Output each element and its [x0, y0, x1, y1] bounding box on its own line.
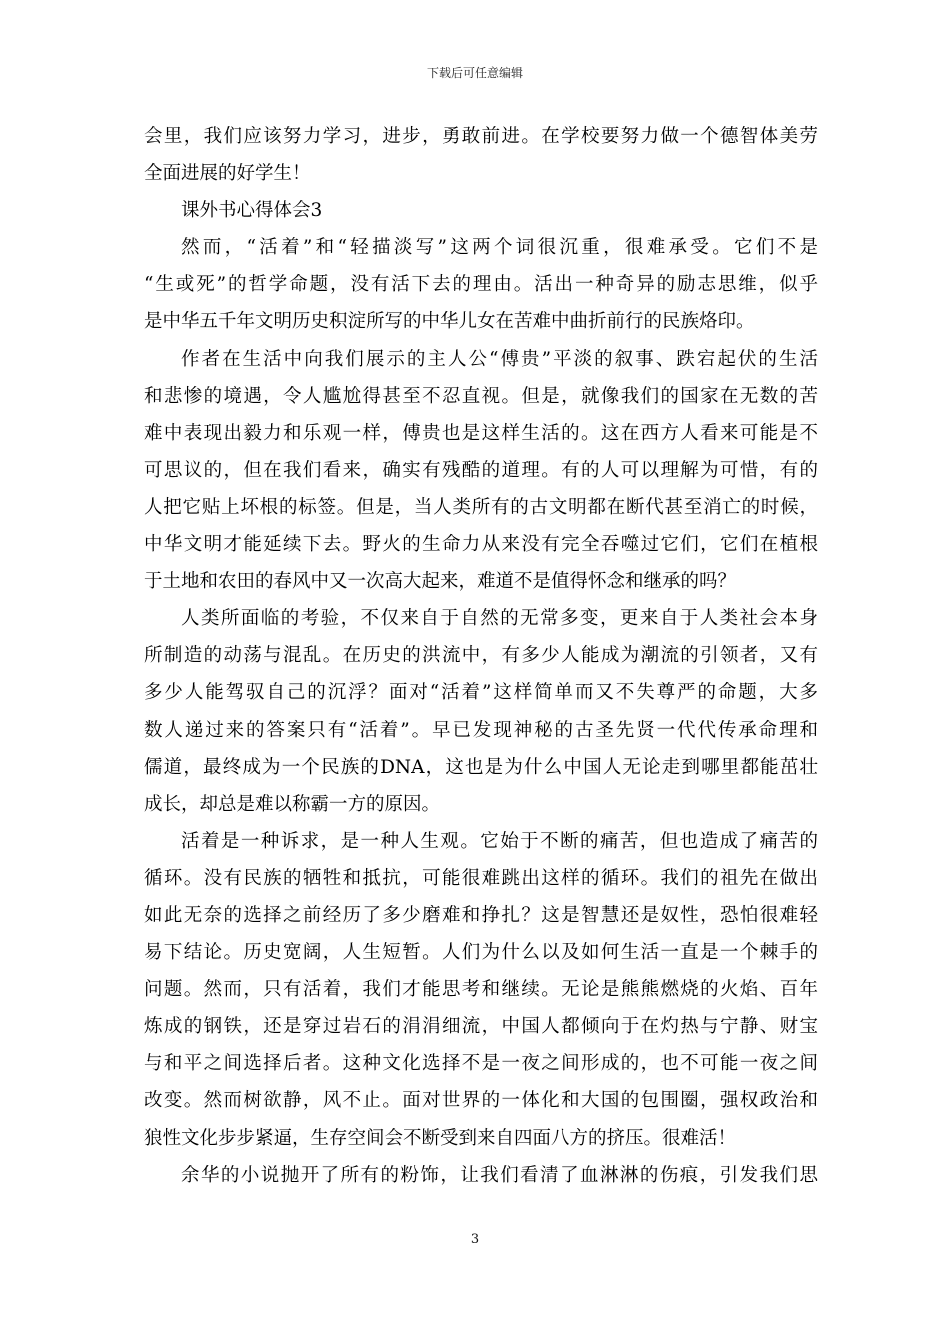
- text-line: 狼性文化步步紧逼，生存空间会不断受到来自四面八方的挤压。很难活！: [144, 1127, 737, 1149]
- text-line: 儒道，最终成为一个民族的DNA，这也是为什么中国人无论走到哪里都能茁壮: [144, 756, 818, 778]
- text-line: 作者在生活中向我们展示的主人公“傅贵”平淡的叙事、跌宕起伏的生活: [181, 348, 818, 370]
- text-line: 是中华五千年文明历史积淀所写的中华儿女在苦难中曲折前行的民族烙印。: [144, 311, 755, 333]
- text-line: 人把它贴上坏根的标签。但是，当人类所有的古文明都在断代甚至消亡的时候，: [144, 496, 818, 518]
- page-number: 3: [470, 1232, 480, 1247]
- text-line: 数人递过来的答案只有“活着”。早已发现神秘的古圣先贤一代代传承命理和: [144, 719, 818, 741]
- text-line: 多少人能驾驭自己的沉浮？面对“活着”这样简单而又不失尊严的命题，大多: [144, 682, 818, 704]
- text-line: 问题。然而，只有活着，我们才能思考和继续。无论是熊熊燃烧的火焰、百年: [144, 979, 818, 1001]
- text-line: 与和平之间选择后者。这种文化选择不是一夜之间形成的，也不可能一夜之间: [144, 1053, 818, 1075]
- section-heading: 课外书心得体会3: [181, 200, 323, 222]
- text-line: 会里，我们应该努力学习，进步，勇敢前进。在学校要努力做一个德智体美劳: [144, 126, 818, 147]
- text-line: 全面进展的好学生！: [144, 163, 311, 185]
- text-line: 所制造的动荡与混乱。在历史的洪流中，有多少人能成为潮流的引领者，又有: [144, 645, 818, 667]
- text-line: 活着是一种诉求，是一种人生观。它始于不断的痛苦，但也造成了痛苦的: [181, 830, 818, 852]
- text-line: 循环。没有民族的牺牲和抵抗，可能很难跳出这样的循环。我们的祖先在做出: [144, 867, 818, 889]
- text-line: 可思议的，但在我们看来，确实有残酷的道理。有的人可以理解为可惜，有的: [144, 459, 818, 481]
- text-line: 如此无奈的选择之前经历了多少磨难和挣扎？这是智慧还是奴性，恐怕很难轻: [144, 904, 818, 926]
- text-line: 中华文明才能延续下去。野火的生命力从来没有完全吞噬过它们，它们在植根: [144, 534, 818, 556]
- text-line: 炼成的钢铁，还是穿过岩石的涓涓细流，中国人都倾向于在灼热与宁静、财宝: [144, 1016, 818, 1038]
- text-line: 难中表现出毅力和乐观一样，傅贵也是这样生活的。这在西方人看来可能是不: [144, 422, 818, 444]
- text-line: 余华的小说抛开了所有的粉饰，让我们看清了血淋淋的伤痕，引发我们思: [181, 1164, 818, 1186]
- text-line: 和悲惨的境遇，令人尴尬得甚至不忍直视。但是，就像我们的国家在无数的苦: [144, 385, 818, 407]
- body-text: [144, 118, 818, 1194]
- text-line: 于土地和农田的春风中又一次高大起来，难道不是值得怀念和继承的吗？: [144, 571, 737, 593]
- text-line: 改变。然而树欲静，风不止。面对世界的一体化和大国的包围圈，强权政治和: [144, 1090, 818, 1112]
- text-line: 易下结论。历史宽阔，人生短暂。人们为什么以及如何生活一直是一个棘手的: [144, 942, 818, 964]
- text-line: 成长，却总是难以称霸一方的原因。: [144, 793, 441, 815]
- text-line: 然而，“活着”和“轻描淡写”这两个词很沉重，很难承受。它们不是: [181, 237, 818, 259]
- page-header: 下载后可任意编辑: [426, 66, 523, 80]
- text-line: 人类所面临的考验，不仅来自于自然的无常多变，更来自于人类社会本身: [181, 608, 818, 630]
- text-line: “生或死”的哲学命题，没有活下去的理由。活出一种奇异的励志思维，似乎: [144, 274, 818, 296]
